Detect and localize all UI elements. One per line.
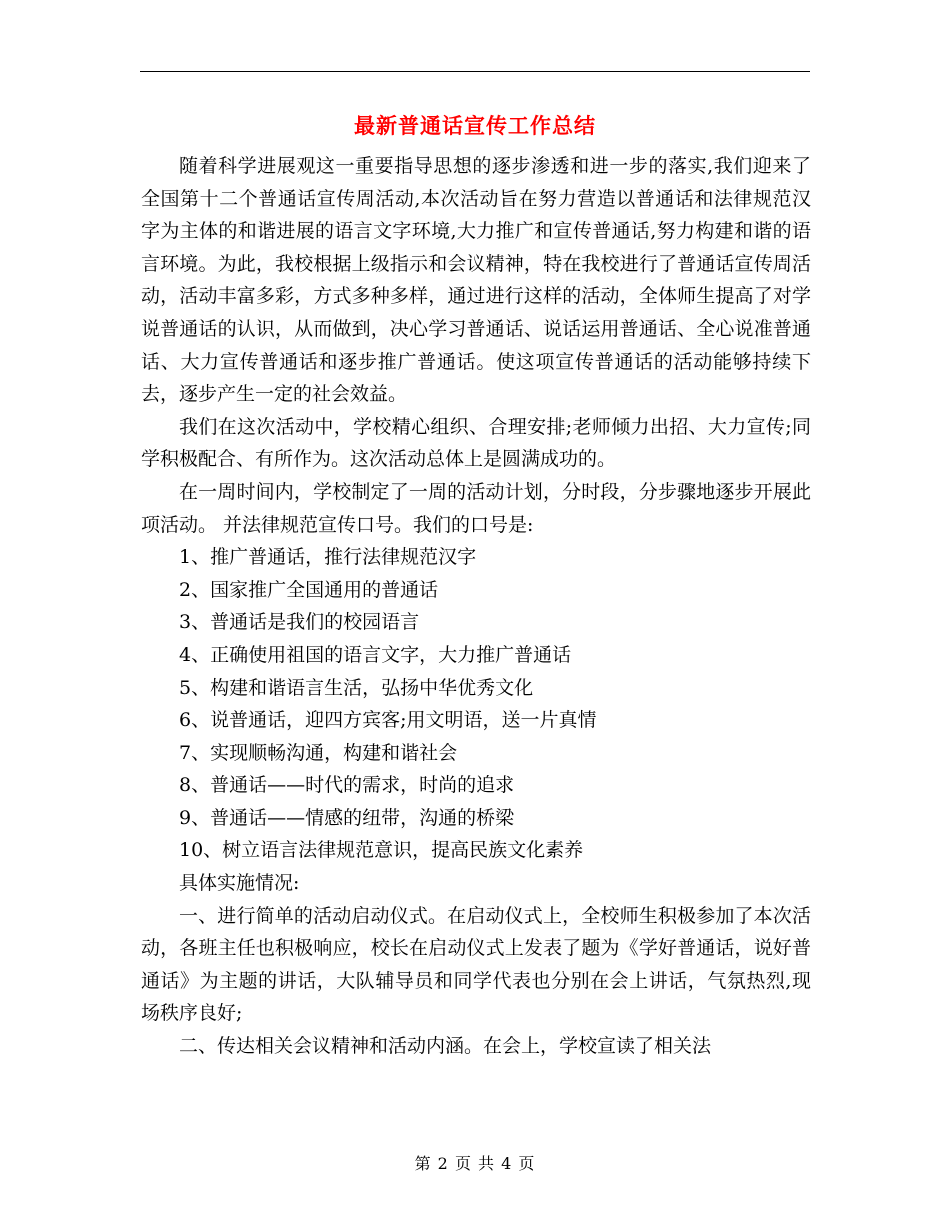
slogan-item: 2、国家推广全国通用的普通话 xyxy=(179,578,439,601)
slogan-item: 5、构建和谐语言生活，弘扬中华优秀文化 xyxy=(179,676,534,699)
slogan-item: 4、正确使用祖国的语言文字，大力推广普通话 xyxy=(179,643,572,666)
slogan-item: 8、普通话——时代的需求，时尚的追求 xyxy=(179,774,515,797)
document-title: 最新普通话宣传工作总结 xyxy=(354,114,596,138)
slogan-item: 9、普通话——情感的纽带，沟通的桥梁 xyxy=(179,806,515,829)
paragraph-plan: 在一周时间内，学校制定了一周的活动计划，分时段，分步骤地逐步开展此项活动。 并法律规范宣传口号。我们的口号是: xyxy=(141,480,811,536)
implementation-step: 一、进行简单的活动启动仪式。在启动仪式上，全校师生积极参加了本次活动，各班主任也积极响应，校长在启动仪式上发表了题为《学好普通话，说好普通话》为主题的讲话，大队辅导员和同学代表也分别在会上讲话，气氛热烈,现场秩序良好; xyxy=(141,904,811,1025)
header-rule xyxy=(140,71,810,72)
slogan-item: 1、推广普通话，推行法律规范汉字 xyxy=(179,546,477,569)
document-body xyxy=(141,150,811,1063)
slogan-item: 3、普通话是我们的校园语言 xyxy=(179,611,420,634)
paragraph-intro: 随着科学进展观这一重要指导思想的逐步渗透和进一步的落实,我们迎来了全国第十二个普通话宣传周活动,本次活动旨在努力营造以普通话和法律规范汉字为主体的和谐进展的语言文字环境,大力推广和宣传普通话,努力构建和谐的语言环境。为此，我校根据上级指示和会议精神，特在我校进行了普通话宣传周活动，活动丰富多彩，方式多种多样，通过进行这样的活动，全体师生提高了对学说普通话的认识，从而做到，决心学习普通话、说话运用普通话、全心说准普通话、大力宣传普通话和逐步推广普通话。使这项宣传普通话的活动能够持续下去，逐步产生一定的社会效益。 xyxy=(141,155,811,406)
paragraph-summary: 我们在这次活动中，学校精心组织、合理安排;老师倾力出招、大力宣传;同学积极配合、有所作为。这次活动总体上是圆满成功的。 xyxy=(141,415,811,471)
slogan-list xyxy=(141,541,811,867)
slogan-item: 6、说普通话，迎四方宾客;用文明语，送一片真情 xyxy=(179,709,597,732)
implementation-step: 二、传达相关会议精神和活动内涵。在会上，学校宣读了相关法 xyxy=(179,1035,712,1058)
implementation-heading: 具体实施情况: xyxy=(179,872,300,895)
slogan-item: 10、树立语言法律规范意识，提高民族文化素养 xyxy=(179,839,584,862)
slogan-item: 7、实现顺畅沟通，构建和谐社会 xyxy=(179,741,458,764)
page-footer: 第 2 页 共 4 页 xyxy=(414,1154,536,1173)
